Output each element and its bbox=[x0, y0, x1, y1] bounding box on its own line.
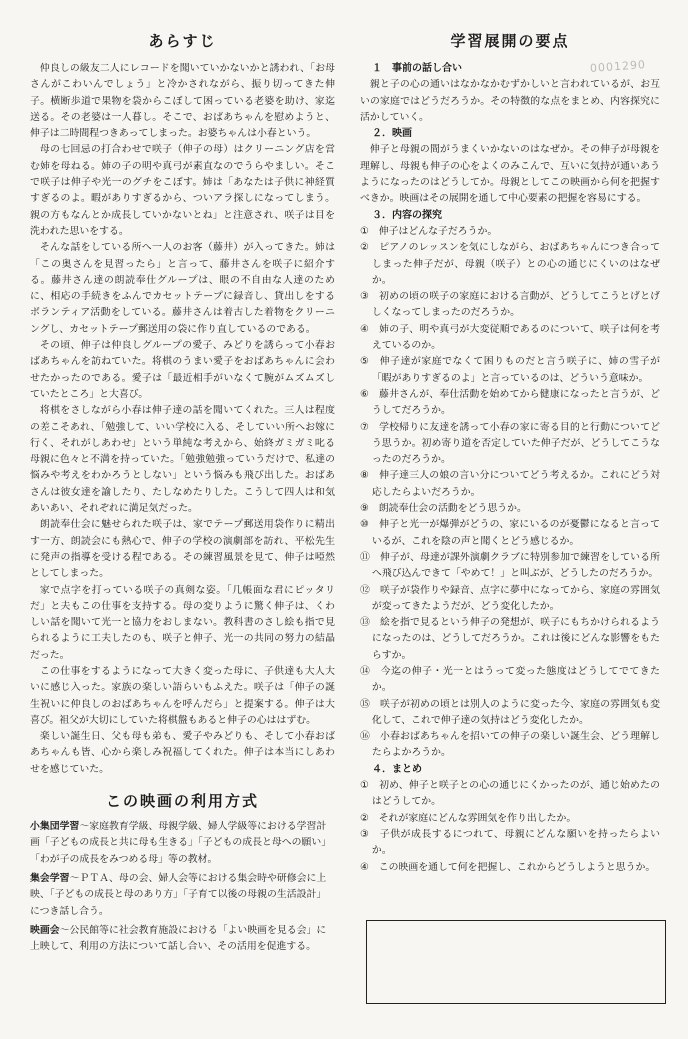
synopsis-paragraph: 家で点字を打っている咲子の真剣な姿。「几帳面な君にピッタリだ」と夫もこの仕事を支持する。母の変りように驚く伸子は、くわしい話を聞いて光一と協力をおしまない。教科書のさし絵も指で見られるように工夫したのも、咲子と伸子、光一の共同の努力の結晶だった。 bbox=[30, 584, 335, 661]
usage-item bbox=[30, 819, 335, 868]
section-title: ２．映画 bbox=[372, 128, 412, 140]
synopsis-title: あらすじ bbox=[148, 32, 217, 50]
synopsis-paragraph: 朗読奉仕会に魅せられた咲子は、家でテープ郵送用袋作りに精出す一方、朗読会にも熱心で、伸子の学校の演劇部を訪れ、平松先生に発声の指導を受ける程である。その練習風景を見て、伸子は啞然としてしまった。 bbox=[30, 519, 335, 580]
section-summary bbox=[360, 762, 660, 876]
summary-item: ① 初め、伸子と咲子との心の通じにくかったのが、通じ始めたのはどうしてか。 bbox=[360, 780, 660, 808]
synopsis-paragraph: 母の七回忌の打合わせで咲子（伸子の母）はクリーニング店を営む姉を母ねる。姉の子の明や真弓が素直なのでうらやましい。そこで咲子は伸子や光一のグチをこぼす。姉は「あなたは子供に神経質すぎるのよ。暇がありすぎるから、ついアラ探しになってしまう。親の方もなんとか成長していかないとね」と注意され、咲子は目を洗われた思いをする。 bbox=[30, 144, 335, 237]
usage-item bbox=[30, 923, 335, 956]
question-item: ⑭ 今迄の伸子・光一とはうって変った態度はどうしてでてきたか。 bbox=[360, 665, 660, 694]
section-prior-discussion bbox=[360, 61, 660, 126]
question-item: ⑮ 咲子が初めの頃とは別人のように変った今、家庭の雰囲気も変化して、これで伸子達の気持はどう変化したか。 bbox=[360, 698, 660, 726]
usage-item-lead: 小集団学習 bbox=[30, 821, 80, 833]
faint-stamp-number: 0001290 bbox=[589, 58, 647, 75]
question-item: ⑪ 伸子が、母達が課外演劇クラブに特別参加で練習をしている所へ飛び込んできて「やめて！」と叫ぶが、どうしたのだろうか。 bbox=[360, 551, 660, 580]
section-film bbox=[360, 126, 660, 207]
usage-title: この映画の利用方式 bbox=[105, 792, 259, 811]
summary-item: ④ この映画を通して何を把握し、これからどうしようと思うか。 bbox=[360, 861, 656, 873]
synopsis-body bbox=[30, 61, 335, 778]
question-item: ⑦ 学校帰りに友達を誘って小春の家に寄る目的と行動についてどう思うか。初め寄り道を否定していた伸子だが、どうしてこうなったのだろうか。 bbox=[360, 421, 660, 466]
synopsis-paragraph: そんな話をしている所へ一人のお客（藤井）が入ってきた。姉は「この奥さんを見習ったら」と言って、藤井さんを咲子に紹介する。藤井さん達の朗読奉仕グループは、眼の不自由な人達のために、相応の手続きをふんでカセットテープに録音し、貸出しをするボランティア活動をしている。藤井さんは着古した着物をクリーニングし、カセットテープ郵送用の袋に作り直しているのである。 bbox=[30, 242, 335, 335]
synopsis-paragraph: 楽しい誕生日、父も母も弟も、愛子やみどりも、そして小春おばあちゃんも皆、心から楽しみ祝福してくれた。伸子は本当にしあわせを感じていた。 bbox=[30, 731, 335, 775]
question-item: ⑫ 咲子が袋作りや録音、点字に夢中になってから、家庭の雰囲気が変ってきたようだが、どう変化したか。 bbox=[360, 584, 660, 612]
question-item: ③ 初めの頃の咲子の家庭における言動が、どうしてこうとげとげしくなってしまったのだろうか。 bbox=[360, 291, 660, 319]
question-item: ⑥ 藤井さんが、奉仕活動を始めてから健康になったと言うが、どうしてだろうか。 bbox=[360, 388, 660, 417]
usage-item bbox=[30, 871, 335, 920]
question-item: ⑧ 伸子達三人の娘の言い分についてどう考えるか。これにどう対応したらよいだろうか。 bbox=[360, 470, 660, 498]
usage-section bbox=[30, 790, 335, 955]
question-item: ⑤ 伸子達が家庭でなくて困りものだと言う咲子に、姉の雪子が「暇がありすぎるのよ」と言っているのは、どういう意味か。 bbox=[360, 356, 660, 384]
synopsis-paragraph: 仲良しの級友二人にレコードを聞いていかないかと誘われ、「お母さんがこわいんでしょう」と冷かされながら、振り切ってきた伸子。横断歩道で果物を袋からこぼして困っている老婆を助け、家迄送る。その老婆は一人暮し。そこで、おばあちゃんを慰めようと、伸子は二時間程つきあってしまった。お婆ちゃんは小春という。 bbox=[30, 63, 335, 140]
learning-points-title: 学習展開の要点 bbox=[450, 32, 570, 50]
usage-item-lead: 集会学習 bbox=[30, 872, 70, 884]
usage-item-text: ～公民館等に社会教育施設における「よい映画を見る会」に上映して、利用の方法について話し合い、その活用を促進する。 bbox=[30, 924, 327, 953]
section-title: ４．まとめ bbox=[372, 763, 422, 775]
usage-item-text: ～ＰＴＡ、母の会、婦人会等における集会時や研修会に上映、「子どもの成長と母のあり方」「子育て以後の母親の生活設計」につき話し合う。 bbox=[30, 872, 327, 917]
section-title: １ 事前の話し合い bbox=[372, 63, 462, 74]
usage-item-text: ～家庭教育学級、母親学級、婦人学級等における学習計画「子どもの成長と共に母も生きる」「子どもの成長と母への願い」「わが子の成長をみつめる母」等の教材。 bbox=[30, 821, 332, 865]
question-item: ① 伸子はどんな子だろうか。 bbox=[360, 225, 498, 237]
synopsis-paragraph: この仕事をするようになって大きく変った母に、子供達も大人大いに感じ入った。家族の楽しい語らいもふえた。咲子は「伸子の誕生祝いに仲良しのおばあちゃんを呼んだら」と提案する。伸子は大喜び。祖父が大切にしていた将棋盤もあると伸子の心ははずむ。 bbox=[30, 665, 335, 726]
question-item: ⑯ 小春おばあちゃんを招いての伸子の楽しい誕生会、どう理解したらよかろうか。 bbox=[360, 731, 660, 759]
right-column bbox=[360, 30, 660, 876]
left-column bbox=[30, 30, 335, 958]
usage-item-lead: 映画会 bbox=[30, 924, 60, 936]
question-item: ⑬ 絵を指で見るという伸子の発想が、咲子にもちかけられるようになったのは、どうしてだろうか。これは後にどんな影響をもたらすか。 bbox=[360, 617, 660, 661]
notes-box bbox=[366, 920, 666, 1004]
section-text: 親と子の心の通いはなかなかむずかしいと言われているが、お互いの家庭ではどうだろうか。その特徴的な点をまとめ、内容探究に活かしていく。 bbox=[360, 79, 660, 123]
question-item: ⑨ 朗読奉仕会の活動をどう思うか。 bbox=[360, 503, 527, 515]
section-content-inquiry bbox=[360, 208, 660, 762]
synopsis-paragraph: その頃、伸子は仲良しグループの愛子、みどりを誘らって小春おばあちゃんを訪ねていた。将棋のうまい愛子をおばあちゃんに会わせたかったのである。愛子は「最近相手がいなくて腕がムズムズしていたところ」と大喜び。 bbox=[30, 340, 335, 400]
question-item: ⑩ 伸子と光一が爆弾がどうの、家にいるのが憂鬱になると言っているが、これを陰の声と聞くとどう感じるか。 bbox=[360, 519, 660, 547]
section-title: ３．内容の探究 bbox=[372, 209, 442, 221]
synopsis-paragraph: 将棋をさしながら小春は伸子達の話を聞いてくれた。三人は程度の差こそあれ、「勉強して、いい学校に入る、そしていい所へお嫁に行く、それがしあわせ」という単純な考えから、始終ガミガミ叱る母親に色々と不満を持っていた。「勉強勉強っていうだけで、私達の悩みや考えをわかろうとしない」という悩みも飛び出した。おばあさんは彼女達を諭したり、たしなめたりした。こうして四人は和気あいあい、それぞれに満足気だった。 bbox=[30, 405, 335, 515]
summary-item: ③ 子供が成長するにつれて、母親にどんな願いを持ったらよいか。 bbox=[360, 828, 660, 857]
section-text: 伸子と母親の間がうまくいかないのはなぜか。その伸子が母親を理解し、母親も伸子の心をよくのみこんで、互いに気持が通いあうようになったのはどうしてか。母親としてこの映画から何を把握すべきか。映画はその展開を通して中心要素の把握を容易にする。 bbox=[360, 144, 660, 205]
question-item: ② ピアノのレッスンを気にしながら、おばあちゃんにつき合ってしまった伸子だが、母親（咲子）との心の通じにくいのはなぜか。 bbox=[360, 242, 660, 286]
question-item: ④ 姉の子、明や真弓が大変従順であるのについて、咲子は何を考えているのか。 bbox=[360, 323, 660, 352]
summary-item: ② それが家庭にどんな雰囲気を作り出したか。 bbox=[360, 812, 577, 824]
